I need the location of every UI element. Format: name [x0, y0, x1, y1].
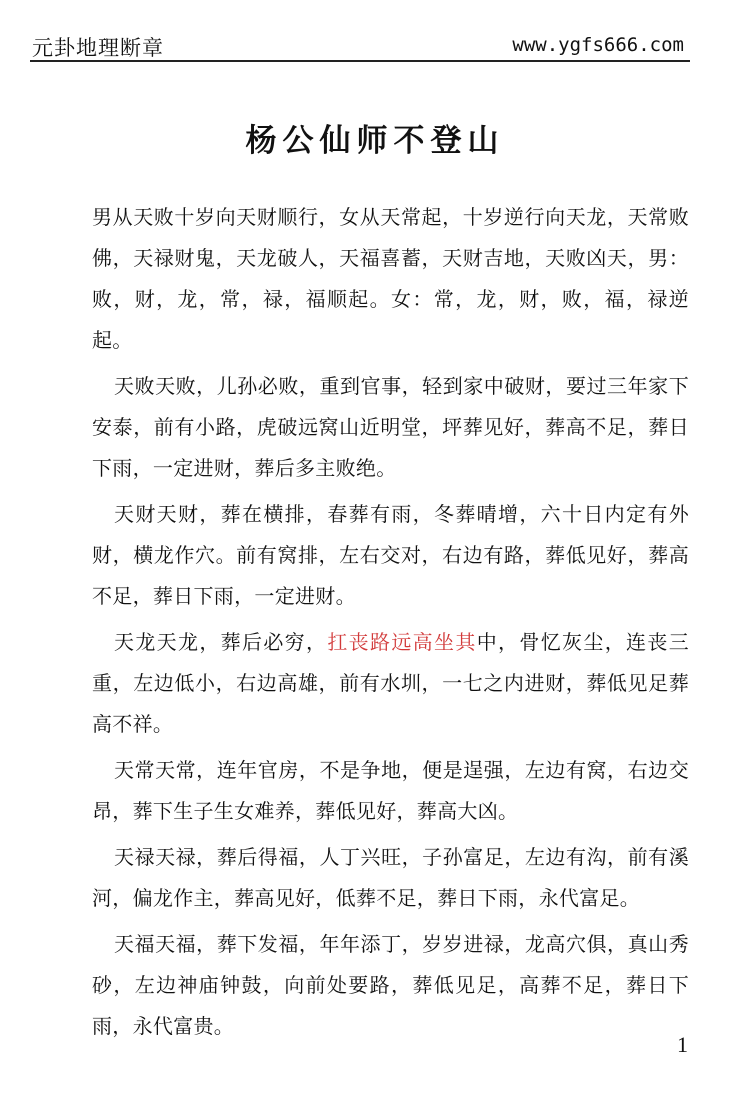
watermark-text: 扛丧路远高坐其: [327, 630, 477, 654]
website-url: www.ygfs666.com: [512, 34, 684, 56]
page-header: [30, 30, 690, 62]
paragraph-tianlong: [92, 622, 689, 745]
tianlong-text-2: 中，骨忆灰尘，连丧三重，左边低小，右边高雄，前有水圳，一七之内进财，葬低见足葬高不祥。: [92, 630, 689, 736]
paragraph-tianchang: 天常天常，连年官房，不是争地，便是逞强，左边有窝，右边交昂，葬下生子生女难养，葬低见好，葬高大凶。: [92, 758, 689, 823]
page-title: 杨公仙师不登山: [245, 123, 505, 159]
paragraph-1: 男从天败十岁向天财顺行，女从天常起，十岁逆行向天龙，天常败佛，天禄财鬼，天龙破人，天福喜蓄，天财吉地，天败凶天，男：败，财，龙，常，禄，福顺起。女：常，龙，财，败，福，禄逆起。: [92, 205, 689, 352]
paragraph-tianbai: 天败天败，儿孙必败，重到官事，轻到家中破财，要过三年家下安泰，前有小路，虎破远窝山近明堂，坪葬见好，葬高不足，葬日下雨，一定进财，葬后多主败绝。: [92, 374, 689, 480]
tianlong-text-1: 天龙天龙，葬后必穷，: [114, 630, 328, 654]
paragraph-tianfu: 天福天福，葬下发福，年年添丁，岁岁进禄，龙高穴俱，真山秀砂，左边神庙钟鼓，向前处要路，葬低见足，高葬不足，葬日下雨，永代富贵。: [92, 932, 689, 1038]
paragraph-tiancai: 天财天财，葬在横排，春葬有雨，冬葬晴增，六十日内定有外财，横龙作穴。前有窝排，左右交对，右边有路，葬低见好，葬高不足，葬日下雨，一定进财。: [92, 502, 689, 608]
paragraph-tianlu: 天禄天禄，葬后得福，人丁兴旺，子孙富足，左边有沟，前有溪河，偏龙作主，葬高见好，低葬不足，葬日下雨，永代富足。: [92, 845, 689, 910]
page-number: 1: [677, 1032, 688, 1057]
book-title: 元卦地理断章: [32, 36, 164, 60]
body-text: [92, 197, 689, 1052]
